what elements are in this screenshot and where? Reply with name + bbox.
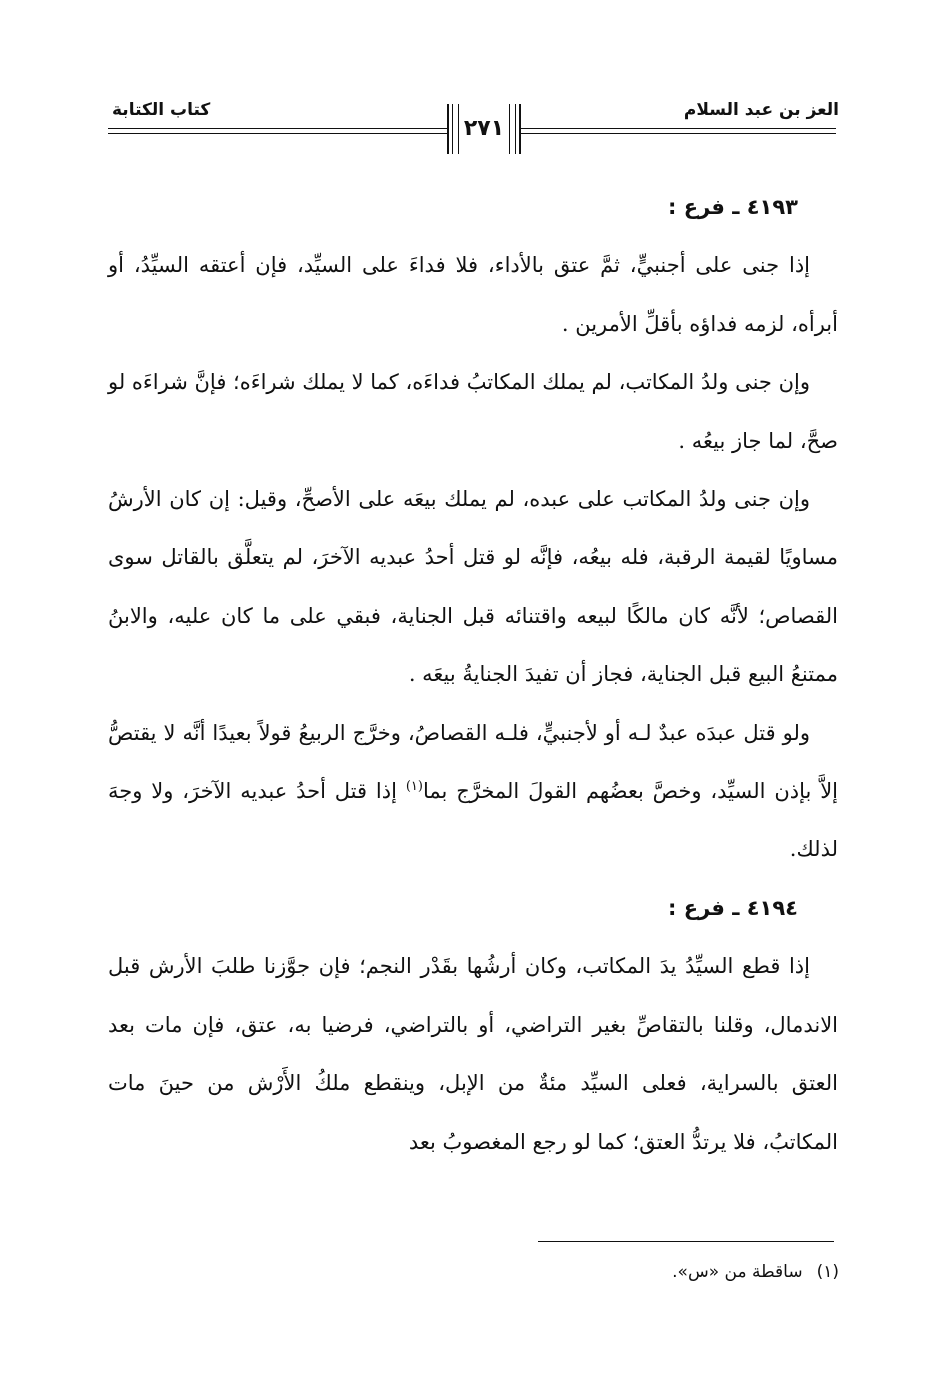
paragraph: إذا قطع السيِّدُ يدَ المكاتب، وكان أرشُها بقَدْر النجم؛ فإن جوَّزنا طلبَ الأرش قبل الاندمال، وقلنا بالتقاصِّ بغير التراضي، أو بالتراضي، فرضيا به، عتق، فإن مات بعد العتق بالسراية، فعلى السيِّد مئةٌ من الإبل، وينقطع ملكُ الأَرْش من حينَ مات المكاتبُ، فلا يرتدُّ العتق؛ كما لو رجع المغصوبُ بعد: [108, 954, 838, 1154]
footnote-number: (١): [816, 1262, 839, 1282]
paragraph-text: ولو قتل عبدَه عبدٌ لـه أو لأجنبيٍّ، فلـه القصاصُ، وخرَّج الربيعُ قولاً بعيدًا أنَّه لا يقتصُّ إلاَّ بإذن السيِّد، وخصَّ بعضُهم القولَ المخرَّج بما: [108, 720, 839, 804]
section-heading: ٤١٩٣ ـ فرع :: [668, 195, 798, 219]
page-number-frame: [447, 104, 521, 154]
footnote-separator: [538, 1241, 834, 1242]
paragraph: وإن جنى ولدُ المكاتب، لم يملك المكاتبُ فداءَه، كما لا يملك شراءَه؛ فإنَّ شراءَه لو صحَّ، لما جاز بيعُه .: [108, 370, 838, 453]
running-header-author: العز بن عبد السلام: [683, 100, 839, 120]
footnote-reference: (١): [405, 779, 423, 795]
paragraph: وإن جنى ولدُ المكاتب على عبده، لم يملك بيعَه على الأصحِّ، وقيل: إن كان الأرشُ مساويًا لقيمة الرقبة، فله بيعُه، فإنَّه لو قتل أحدُ عبديه الآخرَ، لم يتعلَّق بالقاتل سوى القصاص؛ لأنَّه كان مالكًا لبيعه واقتنائه قبل الجناية، فبقي على ما كان عليه، والابنُ ممتنعُ البيع قبل الجناية، فجاز أن تفيدَ الجنايةُ بيعَه .: [108, 487, 838, 687]
footnote: [672, 1262, 839, 1282]
paragraph-text: إذا قتل أحدُ عبديه الآخرَ، ولا وجهَ لذلك.: [108, 779, 838, 862]
page-number: ٢٧١: [463, 116, 505, 141]
running-header-section: كتاب الكتابة: [112, 100, 211, 120]
section-heading: ٤١٩٤ ـ فرع :: [668, 895, 798, 920]
paragraph: [108, 704, 838, 879]
footnote-text: ساقطة من «س».: [672, 1262, 803, 1282]
paragraph: إذا جنى على أجنبيٍّ، ثمَّ عتق بالأداء، فلا فداءَ على السيِّد، فإن أعتقه السيِّدُ، أو أبرأه، لزمه فداؤه بأقلِّ الأمرين .: [108, 253, 838, 336]
main-text: [108, 178, 838, 1171]
